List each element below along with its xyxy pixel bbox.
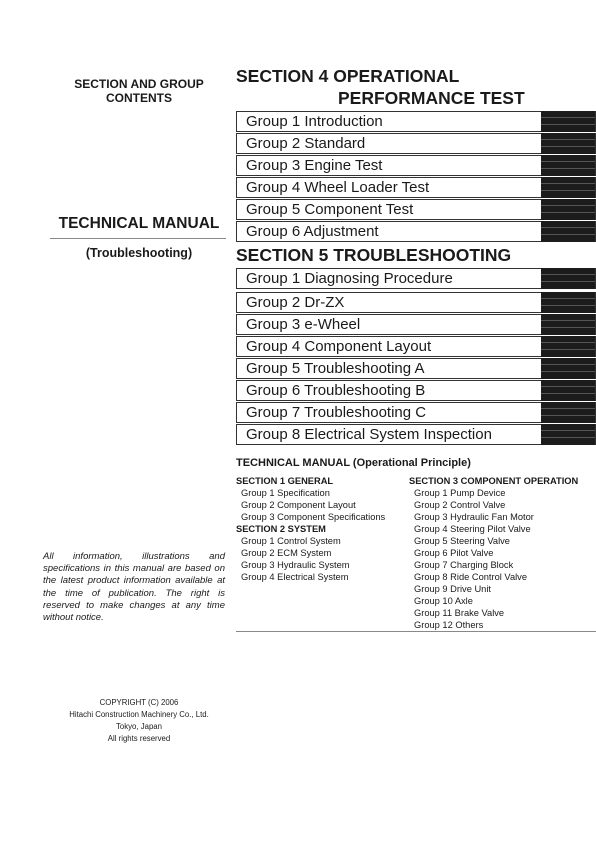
tab-stripe — [541, 386, 595, 387]
section5-group-row[interactable] — [236, 336, 596, 357]
group-item: Group 3 Component Specifications — [241, 512, 386, 522]
section5-group-row[interactable] — [236, 402, 596, 423]
divider — [50, 238, 226, 239]
group-item: Group 11 Brake Valve — [414, 608, 505, 618]
group-item: Group 1 Specification — [241, 488, 330, 498]
operational-column-1 — [236, 475, 385, 583]
tab-stripe — [541, 281, 595, 282]
group-label: Group 8 Electrical System Inspection — [246, 426, 492, 443]
section-heading: SECTION 2 SYSTEM — [236, 524, 326, 534]
section5-group-row[interactable] — [236, 358, 596, 379]
group-item: Group 10 Axle — [414, 596, 473, 606]
index-tab — [541, 111, 595, 132]
group-item: Group 5 Steering Valve — [414, 536, 510, 546]
tab-stripe — [541, 183, 595, 184]
group-label: Group 7 Troubleshooting C — [246, 404, 427, 421]
group-label: Group 3 e-Wheel — [246, 316, 361, 333]
group-item: Group 4 Steering Pilot Valve — [414, 524, 531, 534]
section5-group-row[interactable] — [236, 292, 596, 313]
index-tab — [541, 314, 595, 335]
section4-title-line1: SECTION 4 OPERATIONAL — [236, 66, 460, 86]
index-tab — [541, 402, 595, 423]
copyright-line: Hitachi Construction Machinery Co., Ltd. — [69, 710, 209, 719]
index-tab — [541, 133, 595, 154]
tab-stripe — [541, 124, 595, 125]
group-label: Group 1 Diagnosing Procedure — [246, 270, 453, 287]
operational-manual-title: TECHNICAL MANUAL (Operational Principle) — [236, 457, 471, 469]
group-label: Group 6 Adjustment — [246, 223, 379, 240]
group-label: Group 1 Introduction — [246, 113, 383, 130]
heading-line-1: SECTION AND GROUP — [74, 77, 204, 91]
tab-stripe — [541, 342, 595, 343]
tab-stripe — [541, 305, 595, 306]
manual-title: TECHNICAL MANUAL — [58, 215, 220, 232]
group-item: Group 2 Component Layout — [241, 500, 356, 510]
tab-stripe — [541, 139, 595, 140]
section4-group-row[interactable] — [236, 133, 596, 154]
section4-group-row[interactable] — [236, 177, 596, 198]
group-item: Group 7 Charging Block — [414, 560, 514, 570]
section4-group-row[interactable] — [236, 221, 596, 242]
index-tab — [541, 424, 595, 445]
tab-stripe — [541, 117, 595, 118]
heading-line-2: CONTENTS — [106, 91, 172, 105]
index-tab — [541, 177, 595, 198]
group-item: Group 9 Drive Unit — [414, 584, 491, 594]
section5-group-row[interactable] — [236, 380, 596, 401]
index-tab — [541, 199, 595, 220]
index-tab — [541, 155, 595, 176]
tab-stripe — [541, 371, 595, 372]
operational-column-2 — [409, 475, 578, 631]
tab-stripe — [541, 320, 595, 321]
group-label: Group 2 Standard — [246, 135, 366, 152]
group-item: Group 3 Hydraulic Fan Motor — [414, 512, 534, 522]
section4-group-row[interactable] — [236, 199, 596, 220]
copyright-line: COPYRIGHT (C) 2006 — [99, 698, 179, 707]
index-tab — [541, 268, 595, 289]
group-item: Group 4 Electrical System — [241, 572, 349, 582]
index-tab — [541, 380, 595, 401]
copyright-line: All rights reserved — [107, 734, 171, 743]
group-label: Group 2 Dr-ZX — [246, 294, 345, 311]
copyright-line: Tokyo, Japan — [116, 722, 162, 731]
group-item: Group 1 Pump Device — [414, 488, 506, 498]
tab-stripe — [541, 274, 595, 275]
tab-stripe — [541, 227, 595, 228]
section5-group-row[interactable] — [236, 268, 596, 289]
disclaimer-text: All information, illustrations and specifications in this manual are based on the latest product information available at the time of publication. The right is reserved to make changes at any time without notice. — [43, 551, 225, 624]
tab-stripe — [541, 327, 595, 328]
section4-group-row[interactable] — [236, 111, 596, 132]
manual-subtitle: (Troubleshooting) — [85, 246, 193, 260]
group-label: Group 4 Component Layout — [246, 338, 432, 355]
section5-group-row[interactable] — [236, 314, 596, 335]
divider — [236, 631, 596, 632]
group-item: Group 2 ECM System — [241, 548, 332, 558]
group-item: Group 3 Hydraulic System — [241, 560, 350, 570]
tab-stripe — [541, 190, 595, 191]
tab-stripe — [541, 430, 595, 431]
copyright-block — [52, 697, 226, 745]
tab-stripe — [541, 146, 595, 147]
group-label: Group 4 Wheel Loader Test — [246, 179, 430, 196]
group-item: Group 1 Control System — [241, 536, 341, 546]
group-item: Group 8 Ride Control Valve — [414, 572, 527, 582]
index-tab — [541, 358, 595, 379]
tab-stripe — [541, 415, 595, 416]
group-item: Group 12 Others — [414, 620, 484, 630]
tab-stripe — [541, 212, 595, 213]
section5-group-row[interactable] — [236, 424, 596, 445]
section4-title-line2: PERFORMANCE TEST — [338, 88, 525, 108]
group-label: Group 5 Component Test — [246, 201, 414, 218]
group-label: Group 3 Engine Test — [246, 157, 383, 174]
tab-stripe — [541, 408, 595, 409]
tab-stripe — [541, 161, 595, 162]
section-heading: SECTION 1 GENERAL — [236, 476, 334, 486]
group-label: Group 5 Troubleshooting A — [246, 360, 425, 377]
group-item: Group 2 Control Valve — [414, 500, 506, 510]
index-tab — [541, 221, 595, 242]
tab-stripe — [541, 168, 595, 169]
section-group-contents-heading — [55, 77, 223, 105]
section-heading: SECTION 3 COMPONENT OPERATION — [409, 476, 579, 486]
tab-stripe — [541, 298, 595, 299]
tab-stripe — [541, 393, 595, 394]
tab-stripe — [541, 349, 595, 350]
section5-title: SECTION 5 TROUBLESHOOTING — [236, 245, 512, 265]
index-tab — [541, 336, 595, 357]
tab-stripe — [541, 437, 595, 438]
section4-group-row[interactable] — [236, 155, 596, 176]
index-tab — [541, 292, 595, 313]
group-item: Group 6 Pilot Valve — [414, 548, 494, 558]
tab-stripe — [541, 364, 595, 365]
tab-stripe — [541, 205, 595, 206]
tab-stripe — [541, 234, 595, 235]
group-label: Group 6 Troubleshooting B — [246, 382, 426, 399]
